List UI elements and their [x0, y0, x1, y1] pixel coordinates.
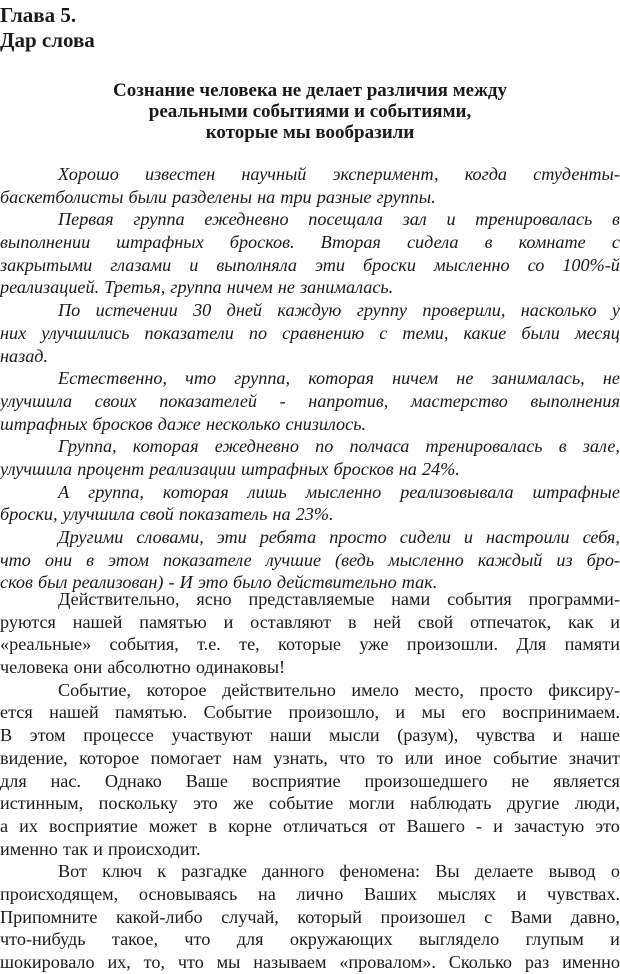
text-line: человека они абсолютно одинаковы!: [0, 657, 286, 678]
text-line: реализацией. Третья, группа ничем не занималась.: [0, 277, 394, 298]
text-line: А группа, которая лишь мысленно реализовывала штрафные: [58, 481, 620, 502]
section-title-line: Сознание человека не делает различия между: [113, 80, 507, 101]
body-text: [0, 588, 620, 974]
text-line: Хорошо известен научный эксперимент, когда студенты-: [58, 164, 620, 184]
text-line: «реальные» события, т.е. те, которые уже произошли. Для памяти: [0, 634, 620, 655]
text-line: броски, улучшила свой показатель на 23%.: [0, 504, 334, 525]
text-line: для нас. Однако Ваше восприятие произошедшего не является: [0, 770, 620, 791]
text-line: ется нашей памятью. Событие произошло, и мы его воспринимаем.: [0, 702, 620, 723]
text-line: Вот ключ к разгадке данного феномена: Вы делаете вывод о: [58, 861, 620, 882]
text-line: Действительно, ясно представляемые нами события программи-: [58, 589, 620, 609]
text-line: закрытыми глазами и выполняла эти броски мысленно со 100%-й: [0, 254, 620, 275]
text-line: баскетболисты были разделены на три разные группы.: [0, 186, 436, 207]
text-line: Припомните какой-либо случай, который произошел с Вами давно,: [0, 906, 620, 927]
text-line: назад.: [0, 345, 49, 366]
chapter-heading: [0, 3, 95, 53]
section-title-line: которые мы вообразили: [205, 122, 415, 143]
text-line: руются нашей памятью и оставляют в ней свой отпечаток, как и: [0, 611, 620, 632]
chapter-title: Дар слова: [0, 28, 95, 52]
text-line: сков был реализован) - И это было действительно так.: [0, 572, 438, 593]
text-line: По истечении 30 дней каждую группу проверили, насколько у: [58, 300, 620, 321]
text-line: Событие, которое действительно имело место, просто фиксиру-: [58, 679, 620, 700]
text-line: В этом процессе участвуют наши мысли (разум), чувства и наше: [0, 725, 620, 746]
italic-experiment-text: [0, 163, 620, 594]
text-line: Естественно, что группа, которая ничем не занималась, не: [58, 368, 620, 389]
text-line: Первая группа ежедневно посещала зал и тренировалась в: [58, 209, 620, 230]
text-line: выполнении штрафных бросков. Вторая сидела в комнате с: [0, 232, 620, 253]
text-line: шокировало их, то, что мы называем «провалом». Сколько раз именно: [0, 952, 620, 972]
chapter-label: Глава 5.: [0, 3, 77, 27]
section-title: [0, 80, 620, 143]
section-title-line: реальными событиями и событиями,: [148, 101, 472, 122]
text-line: истинным, поскольку это же событие могли наблюдать другие люди,: [0, 793, 620, 814]
text-line: улучшила своих показателей - напротив, мастерство выполнения: [0, 390, 620, 411]
text-line: видение, которое помогает нам узнать, что то или иное событие значит: [0, 747, 620, 768]
text-line: Другими словами, эти ребята просто сидели и настроили себя,: [58, 527, 620, 547]
text-line: что они в этом показателе лучшие (ведь мысленно каждый из бро-: [0, 549, 620, 570]
text-line: Группа, которая ежедневно по полчаса тренировалась в зале,: [58, 436, 620, 457]
text-line: а их восприятие может в корне отличаться от Вашего - и зачастую это: [0, 815, 620, 836]
text-line: происходящем, основываясь на лично Ваших мыслях и чувствах.: [0, 883, 620, 904]
text-line: именно так и происходит.: [0, 838, 201, 859]
text-line: что-нибудь такое, что для окружающих выглядело глупым и: [0, 929, 620, 950]
text-line: них улучшились показатели по сравнению с теми, какие были месяц: [0, 322, 620, 343]
text-line: штрафных бросков даже несколько снизилось.: [0, 413, 367, 434]
text-line: улучшила процент реализации штрафных бросков на 24%.: [0, 458, 460, 479]
